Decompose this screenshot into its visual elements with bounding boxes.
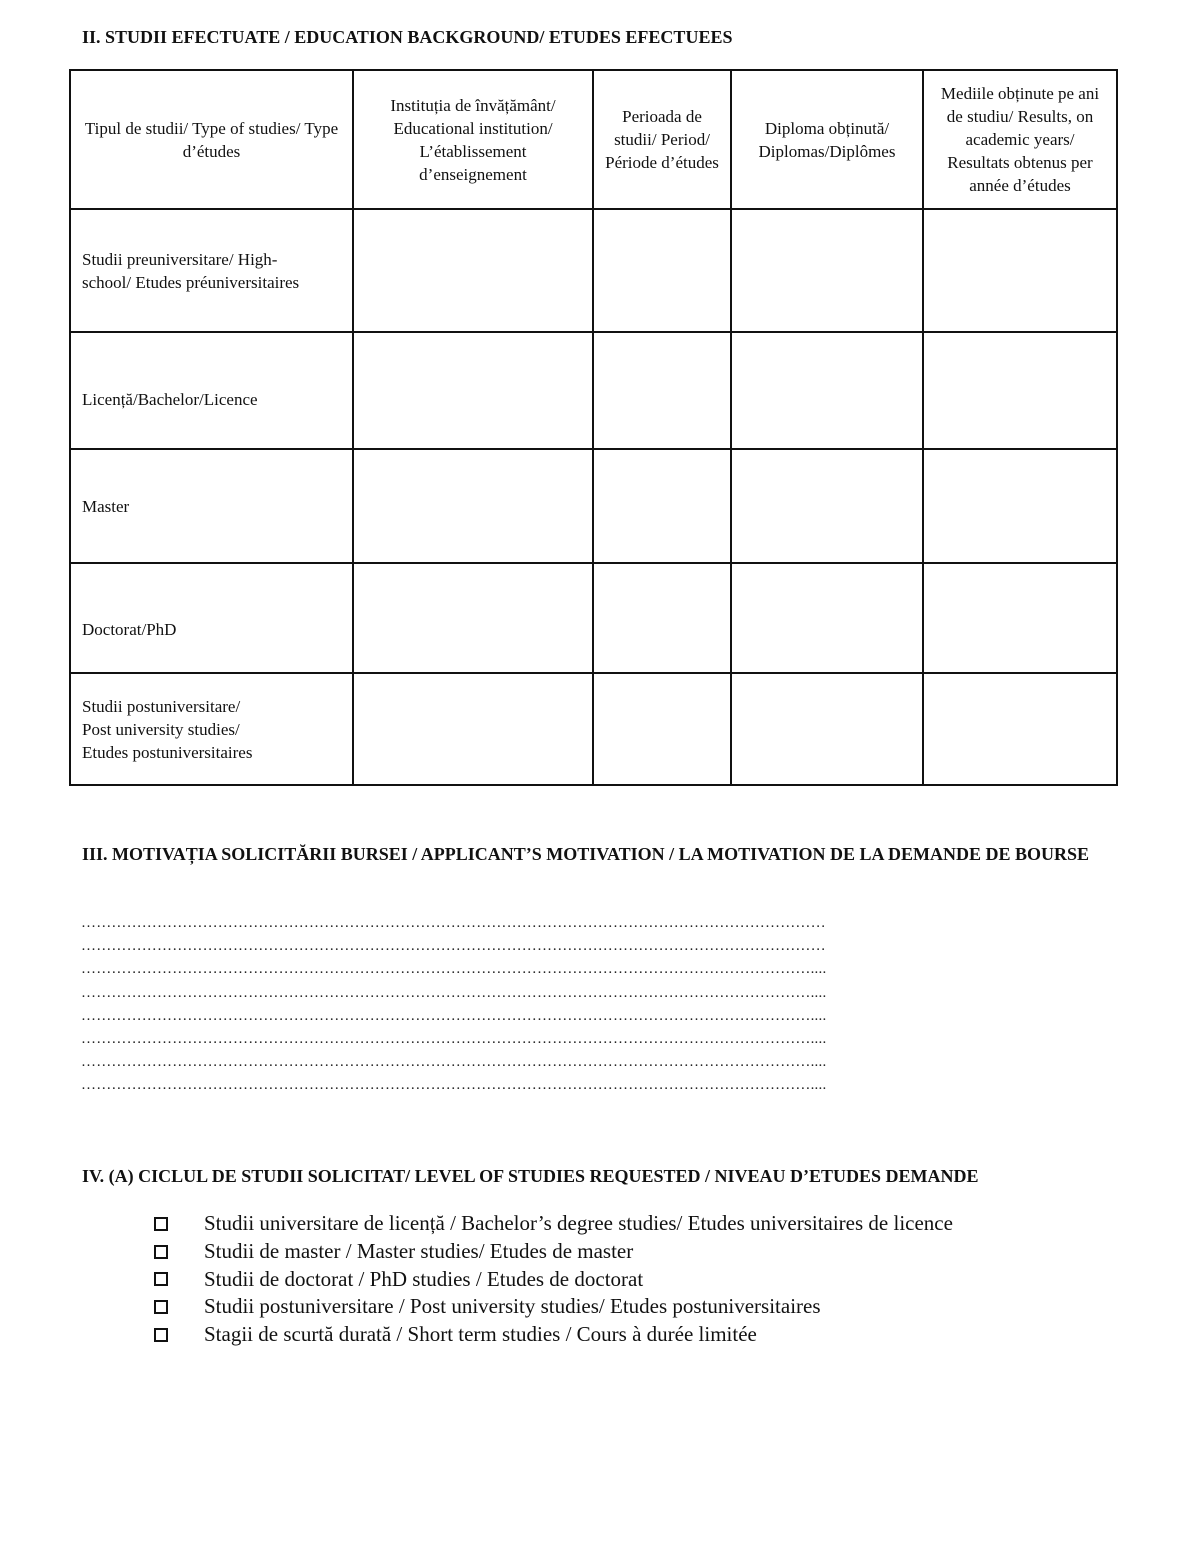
dotted-line[interactable]: ……………………………………………………………………………………………………………………………….... — [81, 1007, 827, 1024]
table-row-postuniversity — [70, 673, 1117, 785]
period-cell-postuniversity[interactable] — [593, 673, 731, 785]
table-row-bachelor — [70, 332, 1117, 449]
diploma-cell-phd[interactable] — [731, 563, 923, 673]
header-diploma: Diploma obținută/ Diplomas/Diplômes — [731, 70, 923, 209]
row-label-phd: Doctorat/PhD — [70, 563, 353, 673]
education-table — [69, 69, 1118, 786]
institution-cell-phd[interactable] — [353, 563, 593, 673]
institution-cell-postuniversity[interactable] — [353, 673, 593, 785]
option-postuniversity[interactable] — [152, 1293, 1112, 1321]
institution-cell-bachelor[interactable] — [353, 332, 593, 449]
diploma-cell-highschool[interactable] — [731, 209, 923, 332]
results-cell-phd[interactable] — [923, 563, 1117, 673]
checkbox-master[interactable] — [154, 1245, 168, 1259]
period-cell-highschool[interactable] — [593, 209, 731, 332]
checkbox-bachelor[interactable] — [154, 1217, 168, 1231]
level-options-list — [152, 1210, 1112, 1349]
section-education-title: II. STUDII EFECTUATE / EDUCATION BACKGROUND/ ETUDES EFECTUEES — [82, 27, 733, 47]
results-cell-bachelor[interactable] — [923, 332, 1117, 449]
checkbox-postuniversity[interactable] — [154, 1300, 168, 1314]
dotted-line[interactable]: ……………………………………………………………………………………………………………………………….... — [81, 1077, 827, 1094]
option-phd[interactable] — [152, 1266, 1112, 1294]
table-row-master — [70, 449, 1117, 563]
row-label-highschool: Studii preuniversitare/ High- school/ Etudes préuniversitaires — [70, 209, 353, 332]
option-label: Studii postuniversitare / Post university studies/ Etudes postuniversitaires — [204, 1294, 821, 1319]
motivation-lines[interactable] — [81, 912, 1105, 1098]
period-cell-master[interactable] — [593, 449, 731, 563]
dotted-line[interactable]: ……………………………………………………………………………………………………………………………….... — [81, 984, 827, 1001]
checkbox-phd[interactable] — [154, 1272, 168, 1286]
diploma-cell-postuniversity[interactable] — [731, 673, 923, 785]
table-header-row — [70, 70, 1117, 209]
institution-cell-highschool[interactable] — [353, 209, 593, 332]
results-cell-master[interactable] — [923, 449, 1117, 563]
option-bachelor[interactable] — [152, 1210, 1112, 1238]
results-cell-postuniversity[interactable] — [923, 673, 1117, 785]
dotted-line[interactable]: ……………………………………………………………………………………………………………………………….... — [81, 1030, 827, 1047]
period-cell-bachelor[interactable] — [593, 332, 731, 449]
option-short-term[interactable] — [152, 1321, 1112, 1349]
option-label: Studii universitare de licență / Bachelor’s degree studies/ Etudes universitaires de licence — [204, 1211, 953, 1235]
table-row-phd — [70, 563, 1117, 673]
section-level-title: IV. (A) CICLUL DE STUDII SOLICITAT/ LEVEL OF STUDIES REQUESTED / NIVEAU D’ETUDES DEMANDE — [82, 1166, 979, 1186]
header-results: Mediile obținute pe ani de studiu/ Results, on academic years/ Resultats obtenus per année d’études — [923, 70, 1117, 209]
row-label-master: Master — [70, 449, 353, 563]
section-motivation-title: III. MOTIVAȚIA SOLICITĂRII BURSEI / APPLICANT’S MOTIVATION / LA MOTIVATION DE LA DEMANDE DE BOURSE — [82, 844, 1090, 864]
institution-cell-master[interactable] — [353, 449, 593, 563]
row-label-bachelor: Licență/Bachelor/Licence — [70, 332, 353, 449]
dotted-line[interactable]: ………………………………………………………………………………………………………………………………… — [81, 938, 826, 955]
row-label-postuniversity: Studii postuniversitare/ Post university studies/ Etudes postuniversitaires — [70, 673, 353, 785]
header-period: Perioada de studii/ Period/ Période d’études — [593, 70, 731, 209]
option-label: Stagii de scurtă durată / Short term studies / Cours à durée limitée — [204, 1322, 757, 1347]
dotted-line[interactable]: ……………………………………………………………………………………………………………………………….... — [81, 1054, 827, 1071]
table-row-highschool — [70, 209, 1117, 332]
dotted-line[interactable]: ………………………………………………………………………………………………………………………………… — [81, 915, 826, 931]
option-label: Studii de master / Master studies/ Etudes de master — [204, 1238, 634, 1263]
option-master[interactable] — [152, 1238, 1112, 1266]
period-cell-phd[interactable] — [593, 563, 731, 673]
header-type-of-studies: Tipul de studii/ Type of studies/ Type d’études — [70, 70, 353, 209]
option-label: Studii de doctorat / PhD studies / Etudes de doctorat — [204, 1266, 644, 1291]
diploma-cell-master[interactable] — [731, 449, 923, 563]
dotted-line[interactable]: ……………………………………………………………………………………………………………………………….... — [81, 961, 827, 978]
header-institution: Instituția de învățământ/ Educational institution/ L’établissement d’enseignement — [353, 70, 593, 209]
diploma-cell-bachelor[interactable] — [731, 332, 923, 449]
results-cell-highschool[interactable] — [923, 209, 1117, 332]
checkbox-short-term[interactable] — [154, 1328, 168, 1342]
